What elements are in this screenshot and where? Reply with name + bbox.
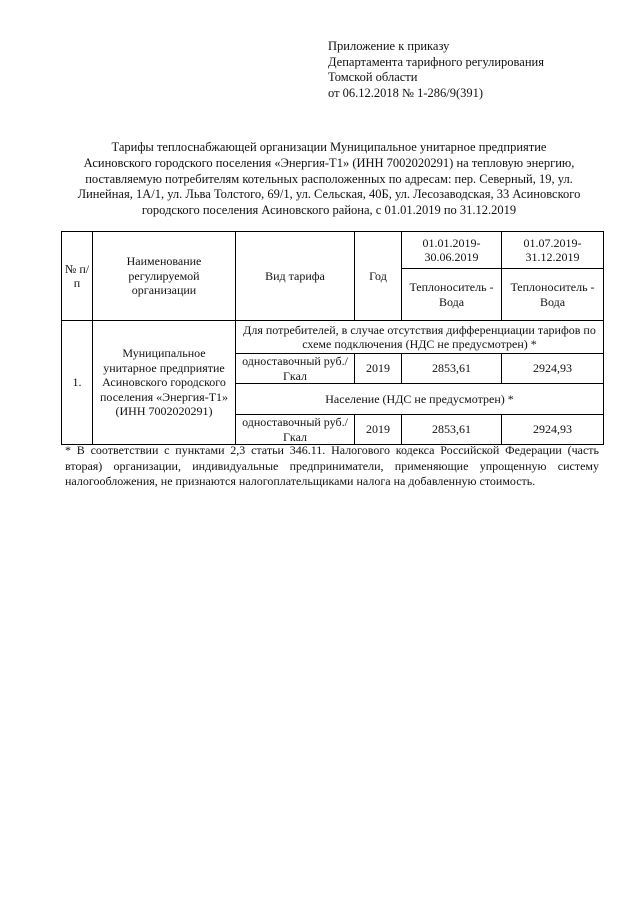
header-period-2: 01.07.2019-31.12.2019 — [502, 232, 604, 269]
header-organization: Наименование регулируемой организации — [93, 232, 236, 321]
header-period-1: 01.01.2019-30.06.2019 — [402, 232, 502, 269]
header-year: Год — [355, 232, 402, 321]
appendix-line: Департамента тарифного регулирования — [328, 54, 544, 69]
appendix-line: Томской области — [328, 70, 418, 84]
title-line: городского поселения Асиновского района, с 01.01.2019 по 31.12.2019 — [141, 203, 517, 218]
row-number: 1. — [62, 321, 93, 445]
appendix-line: Приложение к приказу — [328, 39, 450, 53]
row-organization: Муниципальное унитарное предприятие Асиновского городского поселения «Энергия-Т1» (ИНН 7002020291) — [93, 321, 236, 445]
tariff-type-cell: одноставочный руб./Гкал — [236, 354, 355, 384]
section-heading: Население (НДС не предусмотрен) * — [236, 384, 604, 415]
title-line: Линейная, 1А/1, ул. Льва Толстого, 69/1, ул. Сельская, 40Б, ул. Лесозаводская, 33 Асиновского — [77, 187, 581, 202]
footnote: * В соответствии с пунктами 2,3 статьи 346.11. Налогового кодекса Российской Федерации (часть вторая) организации, индивидуальные предприниматели, применяющие упрощенную систему налогообложения, не признаются налогоплательщиками налога на добавленную стоимость. — [65, 443, 599, 489]
tariff-value-cell: 2853,61 — [402, 415, 502, 445]
document-title — [56, 140, 602, 219]
appendix-line: от 06.12.2018 № 1-286/9(391) — [328, 85, 484, 100]
tariff-value-cell: 2853,61 — [402, 354, 502, 384]
tariff-value-cell: 2924,93 — [502, 354, 604, 384]
title-line: Тарифы теплоснабжающей организации Муниципальное унитарное предприятие — [111, 140, 547, 154]
header-number: № п/п — [62, 232, 93, 321]
header-tariff-type: Вид тарифа — [236, 232, 355, 321]
tariff-value-cell: 2924,93 — [502, 415, 604, 445]
year-cell: 2019 — [355, 354, 402, 384]
tariff-table — [61, 231, 604, 445]
title-line: поставляемую потребителям котельных расположенных по адресам: пер. Северный, 19, ул. — [85, 171, 573, 186]
section-heading: Для потребителей, в случае отсутствия дифференциации тарифов по схеме подключения (НДС не предусмотрен) * — [236, 321, 604, 354]
tariff-type-cell: одноставочный руб./Гкал — [236, 415, 355, 445]
header-carrier-2: Теплоноситель - Вода — [502, 269, 604, 321]
appendix-note — [328, 39, 544, 101]
header-carrier-1: Теплоноситель - Вода — [402, 269, 502, 321]
year-cell: 2019 — [355, 415, 402, 445]
title-line: Асиновского городского поселения «Энергия-Т1» (ИНН 7002020291) на тепловую энергию, — [83, 155, 575, 170]
